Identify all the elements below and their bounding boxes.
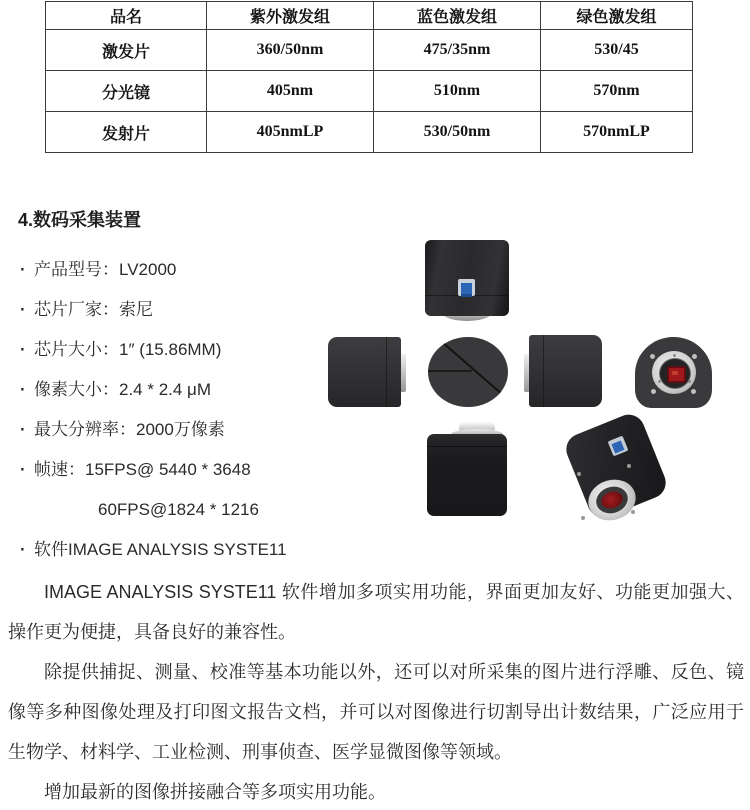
list-item-text: 60FPS@1824 * 1216 xyxy=(98,500,259,519)
camera-edge-line xyxy=(428,370,472,372)
body-text xyxy=(8,572,744,810)
table-cell: 发射片 xyxy=(46,112,207,153)
table-cell: 475/35nm xyxy=(374,30,541,71)
paragraph: IMAGE ANALYSIS SYSTE11 软件增加多项实用功能，界面更加友好、功能更加强大、操作更为便捷，具备良好的兼容性。 xyxy=(8,582,744,642)
bullet-dot: · xyxy=(20,380,26,399)
camera-side-view-right-image xyxy=(529,335,602,407)
bullet-dot: · xyxy=(20,420,26,439)
list-item-text: 芯片大小：1″ (15.86MM) xyxy=(34,340,222,359)
screw-icon xyxy=(627,464,631,468)
camera-perspective-view-image xyxy=(565,418,670,536)
table-cell: 530/45 xyxy=(541,30,693,71)
table-row xyxy=(46,112,693,153)
table-cell: 570nm xyxy=(541,71,693,112)
table-cell: 360/50nm xyxy=(207,30,374,71)
camera-edge-line xyxy=(432,337,508,407)
screw-icon xyxy=(691,389,696,394)
table-header-row xyxy=(46,2,693,30)
list-item-text: 帧速：15FPS@ 5440 * 3648 xyxy=(34,460,251,479)
bullet-dot: · xyxy=(20,540,26,559)
camera-side-view-left-image xyxy=(328,337,401,407)
table-header-cell: 紫外激发组 xyxy=(207,2,374,30)
table-cell: 激发片 xyxy=(46,30,207,71)
table-header-cell: 品名 xyxy=(46,2,207,30)
camera-seam-line xyxy=(427,446,507,447)
table-cell: 570nmLP xyxy=(541,112,693,153)
table-row xyxy=(46,71,693,112)
table-cell: 405nm xyxy=(207,71,374,112)
screw-icon xyxy=(631,510,635,514)
camera-product-images xyxy=(318,232,750,537)
filter-spec-table xyxy=(45,1,693,153)
bullet-dot: · xyxy=(20,300,26,319)
camera-bottom-view-image xyxy=(427,434,507,516)
camera-seam-line xyxy=(386,337,387,407)
camera-sensor-highlight xyxy=(672,371,678,375)
list-item-text: 芯片厂家：索尼 xyxy=(34,300,153,319)
table-cell: 405nmLP xyxy=(207,112,374,153)
paragraph: 增加最新的图像拼接融合等多项实用功能。 xyxy=(44,782,386,802)
camera-top-view-image xyxy=(425,240,509,316)
list-item-text: 像素大小：2.4 * 2.4 μM xyxy=(34,380,212,399)
table-cell: 分光镜 xyxy=(46,71,207,112)
bullet-dot: · xyxy=(20,260,26,279)
section-heading: 4.数码采集装置 xyxy=(18,210,142,230)
table-header-cell: 蓝色激发组 xyxy=(374,2,541,30)
bullet-dot: · xyxy=(20,460,26,479)
camera-seam-line xyxy=(543,335,544,407)
list-item-text: 产品型号：LV2000 xyxy=(34,260,177,279)
table-header-cell: 绿色激发组 xyxy=(541,2,693,30)
usb-port-icon xyxy=(461,283,472,297)
table-row xyxy=(46,30,693,71)
list-item-text: 最大分辨率：2000万像素 xyxy=(34,420,225,439)
bullet-dot: · xyxy=(20,340,26,359)
screw-icon xyxy=(692,354,697,359)
camera-top-circle-view-image xyxy=(428,337,508,407)
screw-icon xyxy=(651,389,656,394)
screw-icon xyxy=(650,354,655,359)
table-cell: 530/50nm xyxy=(374,112,541,153)
screw-icon xyxy=(581,516,585,520)
paragraph: 除提供捕捉、测量、校准等基本功能以外，还可以对所采集的图片进行浮雕、反色、镜像等多种图像处理及打印图文报告文档，并可以对图像进行切割导出计数结果，广泛应用于生物学、材料学、工业检测、刑事侦查、医学显微图像等领域。 xyxy=(8,662,744,762)
screw-icon xyxy=(577,472,581,476)
screw-icon xyxy=(673,354,676,357)
table-cell: 510nm xyxy=(374,71,541,112)
list-item-text: 软件IMAGE ANALYSIS SYSTE11 xyxy=(34,540,287,559)
